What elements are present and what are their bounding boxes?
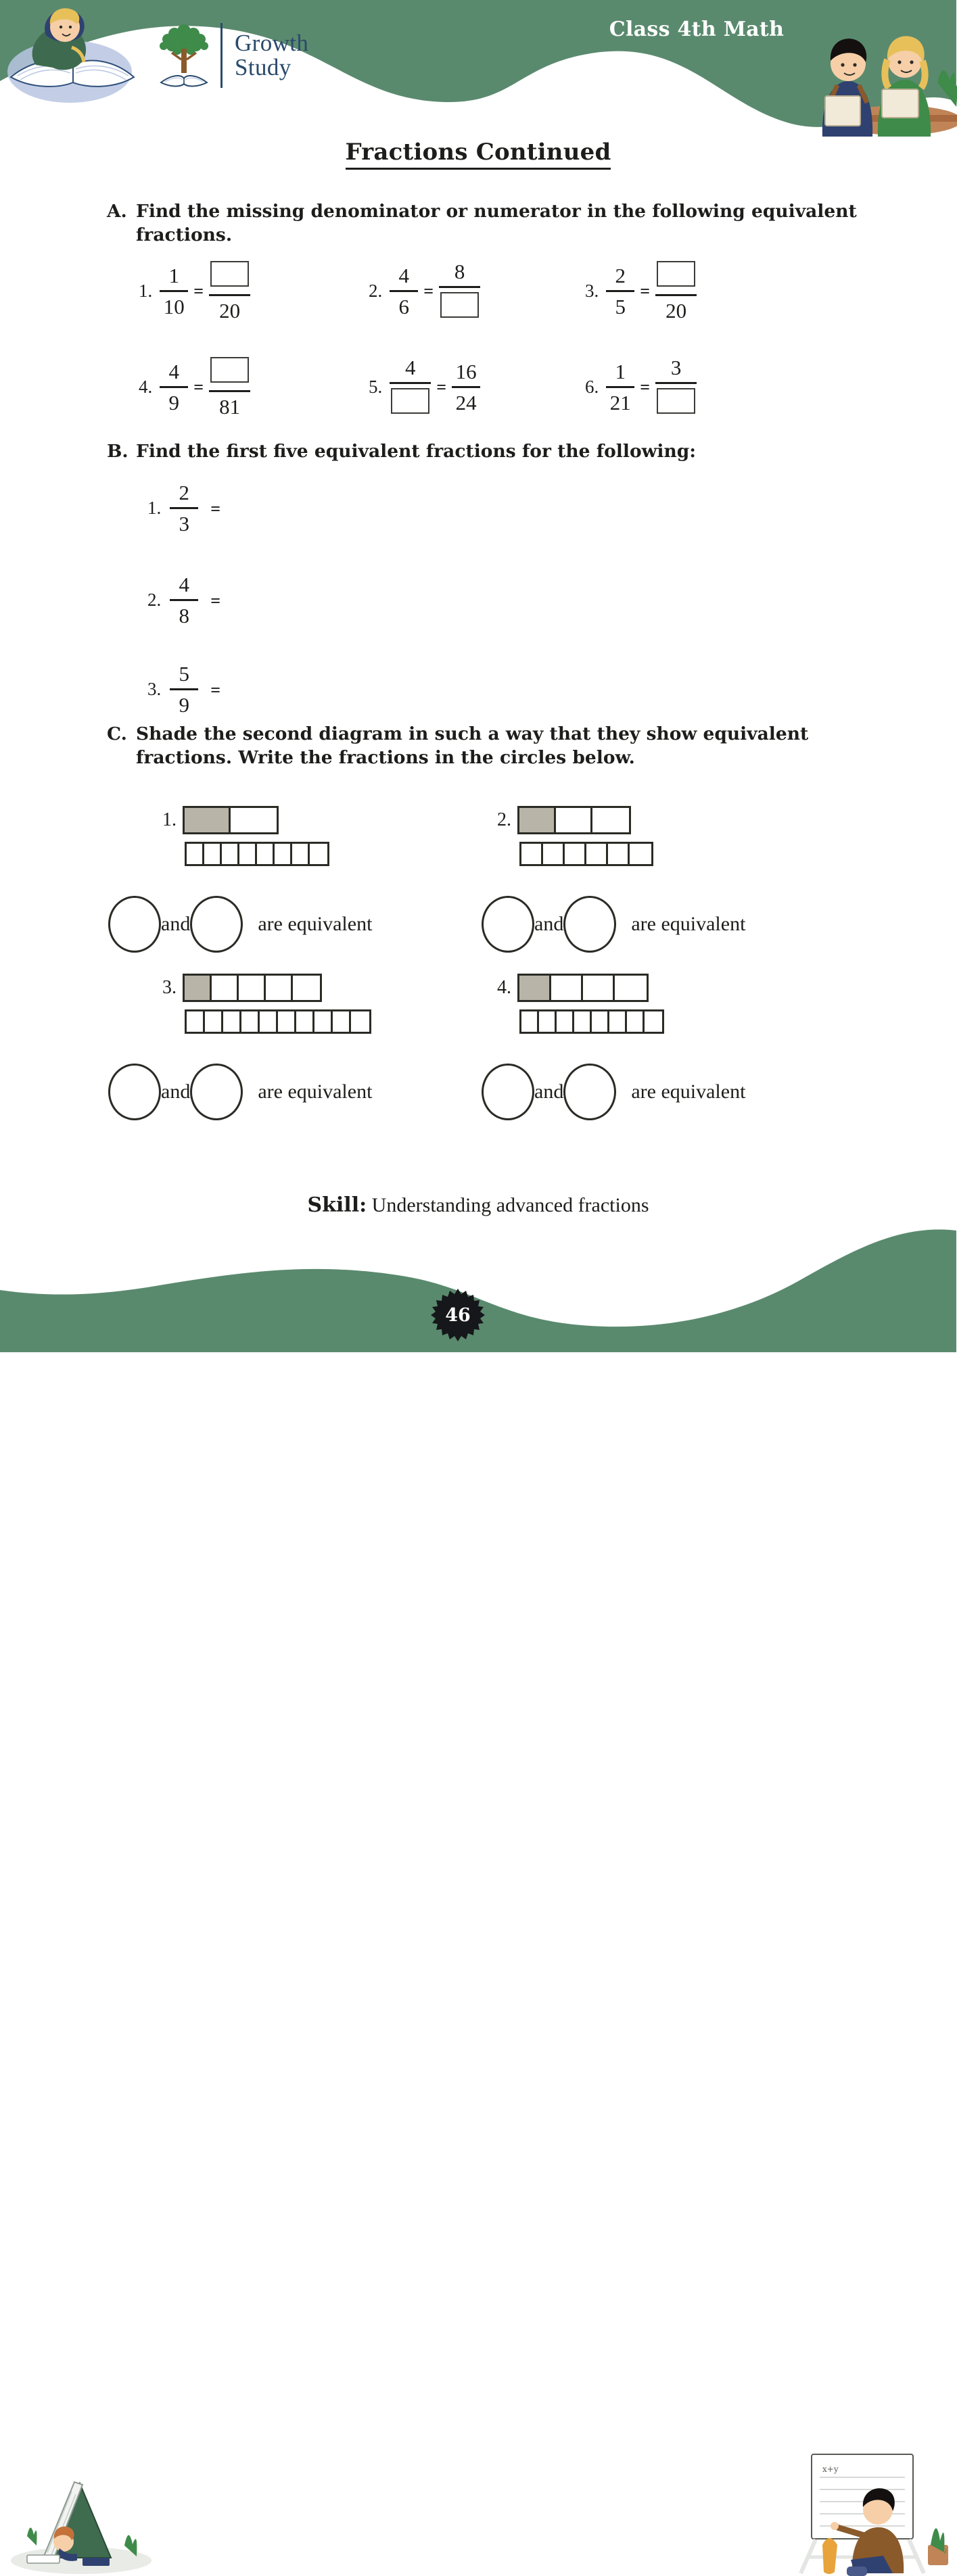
fraction-circle-second[interactable] (563, 1064, 616, 1120)
bar-cell[interactable] (609, 1011, 627, 1032)
bottom-bar-model (519, 1009, 664, 1034)
numerator: 4 (179, 573, 189, 596)
bar-cell[interactable] (583, 976, 615, 1000)
numerator: 4 (168, 360, 179, 383)
bar-cell[interactable] (241, 1011, 260, 1032)
problem-b2 (147, 573, 220, 627)
top-bar-model (183, 806, 279, 834)
students-illustration (798, 1, 957, 137)
section-a-heading (107, 199, 864, 247)
bar-cell[interactable] (521, 844, 543, 864)
problem-a4-right-fraction (209, 356, 250, 418)
problem-b2-fraction (170, 573, 198, 627)
problem-a4-left-fraction (160, 360, 188, 414)
problem-a5-left-fraction (390, 356, 431, 418)
bar-cell[interactable] (574, 1011, 592, 1032)
problem-a6-left-fraction (606, 360, 634, 414)
diagram-number: 2. (497, 809, 511, 830)
equals-sign: = (640, 281, 651, 302)
bottom-bar-model (185, 1009, 371, 1034)
problem-a4-number: 4. (139, 376, 153, 397)
bar-cell[interactable] (223, 1011, 241, 1032)
fraction-circle-first[interactable] (482, 1064, 534, 1120)
equals-sign: = (210, 498, 221, 519)
bar-cell-shaded[interactable] (519, 808, 556, 832)
and-label: and (534, 913, 564, 935)
and-label: and (161, 913, 191, 935)
fraction-circle-first[interactable] (482, 896, 534, 953)
problem-a2-left-fraction (390, 264, 418, 318)
numerator: 16 (455, 360, 477, 383)
answer-box[interactable] (210, 357, 249, 383)
problem-b3-fraction (170, 663, 198, 716)
logo-divider (220, 23, 223, 88)
page-title (0, 139, 956, 166)
problem-a4 (139, 356, 250, 418)
fraction-bar (606, 386, 634, 388)
equivalent-label: are equivalent (631, 1080, 746, 1103)
fraction-bar (209, 294, 250, 296)
numerator: 5 (179, 662, 189, 686)
problem-a5 (369, 356, 480, 418)
bar-cell[interactable] (314, 1011, 333, 1032)
diagram-number: 1. (162, 809, 177, 830)
numerator: 2 (615, 264, 626, 287)
bar-cell[interactable] (204, 844, 222, 864)
diagram-c3 (162, 974, 371, 1034)
denominator-answer-box[interactable] (655, 387, 697, 418)
section-b-heading (107, 439, 864, 463)
fraction-circle-first[interactable] (108, 896, 161, 953)
fraction-bar (170, 599, 198, 601)
problem-b1 (147, 481, 220, 535)
bar-cell[interactable] (292, 844, 310, 864)
page-number: 46 (445, 1304, 471, 1326)
denominator: 20 (219, 298, 241, 323)
bar-cell[interactable] (551, 976, 583, 1000)
diagram-c4 (497, 974, 664, 1034)
equivalent-label: are equivalent (258, 1080, 373, 1103)
bar-cell[interactable] (187, 844, 204, 864)
bar-cell[interactable] (608, 844, 630, 864)
problem-a2-number: 2. (369, 280, 383, 301)
denominator: 20 (666, 298, 687, 323)
student-at-easel-illustration (785, 2454, 956, 2576)
diagram-number: 4. (497, 977, 511, 998)
bar-cell[interactable] (592, 808, 629, 832)
and-label: and (534, 1080, 564, 1103)
section-b-text: Find the first five equivalent fractions for the following: (136, 441, 697, 462)
tent-reading-illustration (7, 2471, 156, 2576)
fraction-bar (209, 390, 250, 392)
fraction-circle-second[interactable] (190, 896, 243, 953)
bottom-bar-model (185, 842, 329, 866)
problem-a6-number: 6. (585, 376, 599, 397)
bar-cell[interactable] (257, 844, 275, 864)
bar-cell[interactable] (630, 844, 651, 864)
bar-cell[interactable] (627, 1011, 645, 1032)
bar-cell[interactable] (586, 844, 608, 864)
numerator-answer-box[interactable] (209, 260, 250, 291)
bar-cell[interactable] (539, 1011, 557, 1032)
problem-a5-right-fraction (452, 360, 480, 414)
answer-box[interactable] (210, 261, 249, 287)
problem-a1-number: 1. (139, 280, 153, 301)
answer-circles-c4 (482, 1064, 745, 1120)
svg-text:x+y: x+y (822, 2464, 839, 2474)
top-bar-model (517, 806, 631, 834)
problem-a3-left-fraction (606, 264, 634, 318)
section-a-text: Find the missing denominator or numerator in the following equivalent fractions. (136, 201, 857, 246)
problem-a1 (139, 260, 250, 322)
denominator: 81 (219, 394, 241, 419)
problem-a6-right-fraction (655, 356, 697, 418)
fraction-bar (160, 290, 188, 292)
equals-sign: = (193, 377, 204, 398)
problem-a3-number: 3. (585, 280, 599, 301)
equivalent-label: are equivalent (631, 913, 746, 935)
answer-circles-c2 (482, 896, 745, 953)
problem-b3-number: 3. (147, 678, 162, 699)
problem-a1-right-fraction (209, 260, 250, 322)
bar-cell[interactable] (239, 844, 257, 864)
equivalent-label: are equivalent (258, 913, 373, 935)
section-a-letter: A. (107, 201, 127, 222)
denominator: 3 (179, 511, 189, 535)
fraction-bar (655, 294, 697, 296)
numerator-answer-box[interactable] (655, 260, 697, 291)
answer-box[interactable] (657, 388, 695, 414)
equals-sign: = (436, 377, 447, 398)
equals-sign: = (193, 281, 204, 302)
brand-logo (154, 18, 308, 93)
denominator: 9 (168, 390, 179, 414)
bar-cell[interactable] (205, 1011, 223, 1032)
problem-a1-left-fraction (160, 264, 188, 318)
skill-label: Skill: (307, 1193, 367, 1217)
problem-a6 (585, 356, 697, 418)
fraction-bar (452, 386, 480, 388)
answer-box[interactable] (391, 388, 429, 414)
answer-box[interactable] (657, 261, 695, 287)
problem-b1-fraction (170, 481, 198, 535)
bar-cell[interactable] (521, 1011, 539, 1032)
bar-cell[interactable] (260, 1011, 278, 1032)
problem-b3 (147, 663, 220, 716)
bar-cell[interactable] (592, 1011, 609, 1032)
denominator: 10 (163, 294, 185, 318)
equals-sign: = (210, 679, 221, 700)
problem-a3 (585, 260, 697, 322)
answer-circles-c3 (108, 1064, 372, 1120)
problem-a2 (369, 260, 480, 322)
numerator: 4 (405, 356, 416, 379)
bar-cell-shaded[interactable] (185, 808, 231, 832)
problem-a5-number: 5. (369, 376, 383, 397)
equals-sign: = (210, 590, 221, 611)
diagram-row-top (162, 974, 371, 1002)
numerator: 3 (670, 356, 682, 379)
fraction-bar (390, 382, 431, 384)
bar-cell[interactable] (351, 1011, 369, 1032)
and-label: and (161, 1080, 191, 1103)
skill-line (0, 1193, 956, 1217)
bar-cell[interactable] (231, 808, 277, 832)
bar-cell[interactable] (187, 1011, 205, 1032)
bar-cell[interactable] (296, 1011, 314, 1032)
bar-cell[interactable] (333, 1011, 351, 1032)
bar-cell[interactable] (645, 1011, 662, 1032)
fraction-bar (390, 290, 418, 292)
bottom-bar-model (519, 842, 653, 866)
bar-cell-shaded[interactable] (519, 976, 551, 1000)
diagram-row-top (162, 806, 329, 834)
page-header (0, 0, 956, 126)
numerator-answer-box[interactable] (209, 356, 250, 387)
section-c-heading (107, 722, 905, 769)
answer-box[interactable] (440, 292, 479, 318)
diagram-row-top (497, 806, 653, 834)
fraction-bar (439, 286, 480, 288)
denominator: 9 (179, 692, 189, 717)
denominator: 24 (455, 390, 477, 414)
equals-sign: = (640, 377, 651, 398)
bar-cell[interactable] (275, 844, 292, 864)
denominator: 6 (398, 294, 409, 318)
bar-cell[interactable] (278, 1011, 296, 1032)
numerator: 4 (398, 264, 409, 287)
problem-a3-right-fraction (655, 260, 697, 322)
section-c-text: Shade the second diagram in such a way that they show equivalent fractions. Write the fractions in the circles below. (136, 723, 809, 769)
problem-b1-number: 1. (147, 497, 162, 518)
numerator: 8 (454, 260, 465, 283)
bar-cell[interactable] (557, 1011, 574, 1032)
top-bar-model (183, 974, 322, 1002)
fraction-circle-first[interactable] (108, 1064, 161, 1120)
section-b-letter: B. (107, 441, 129, 462)
denominator: 21 (609, 390, 631, 414)
bar-cell[interactable] (615, 976, 647, 1000)
section-c-letter: C. (107, 723, 127, 744)
fraction-bar (655, 382, 697, 384)
kid-reading-illustration (5, 0, 141, 112)
fraction-bar (170, 507, 198, 509)
bar-cell-shaded[interactable] (185, 976, 212, 1000)
bar-cell[interactable] (556, 808, 592, 832)
diagram-row-top (497, 974, 664, 1002)
denominator-answer-box[interactable] (390, 387, 431, 418)
bar-cell[interactable] (543, 844, 565, 864)
bar-cell[interactable] (222, 844, 239, 864)
fraction-bar (606, 290, 634, 292)
bar-cell[interactable] (239, 976, 266, 1000)
diagram-number: 3. (162, 977, 177, 998)
top-bar-model (517, 974, 649, 1002)
equals-sign: = (423, 281, 434, 302)
diagram-c1 (162, 806, 329, 866)
problem-b2-number: 2. (147, 589, 162, 610)
skill-text: Understanding advanced fractions (367, 1194, 649, 1216)
page-number-badge (431, 1288, 485, 1342)
numerator: 1 (168, 264, 179, 287)
fraction-bar (160, 386, 188, 388)
bar-cell[interactable] (266, 976, 293, 1000)
brand-name (235, 31, 308, 79)
brand-line-1: Growth (235, 30, 309, 57)
denominator: 5 (615, 294, 626, 318)
fraction-bar (170, 688, 198, 690)
numerator: 2 (179, 481, 189, 504)
bar-cell[interactable] (310, 844, 327, 864)
fraction-circle-second[interactable] (190, 1064, 243, 1120)
bar-cell[interactable] (293, 976, 320, 1000)
denominator: 8 (179, 603, 189, 627)
tree-logo-icon (154, 18, 214, 93)
diagram-c2 (497, 806, 653, 866)
denominator-answer-box[interactable] (439, 291, 480, 322)
fraction-circle-second[interactable] (563, 896, 616, 953)
numerator: 1 (615, 360, 626, 383)
answer-circles-c1 (108, 896, 372, 953)
page-title-text: Fractions Continued (346, 139, 611, 170)
brand-line-2: Study (235, 54, 291, 80)
class-title: Class 4th Math (609, 18, 785, 41)
bar-cell[interactable] (565, 844, 586, 864)
problem-a2-right-fraction (439, 260, 480, 322)
bar-cell[interactable] (212, 976, 239, 1000)
